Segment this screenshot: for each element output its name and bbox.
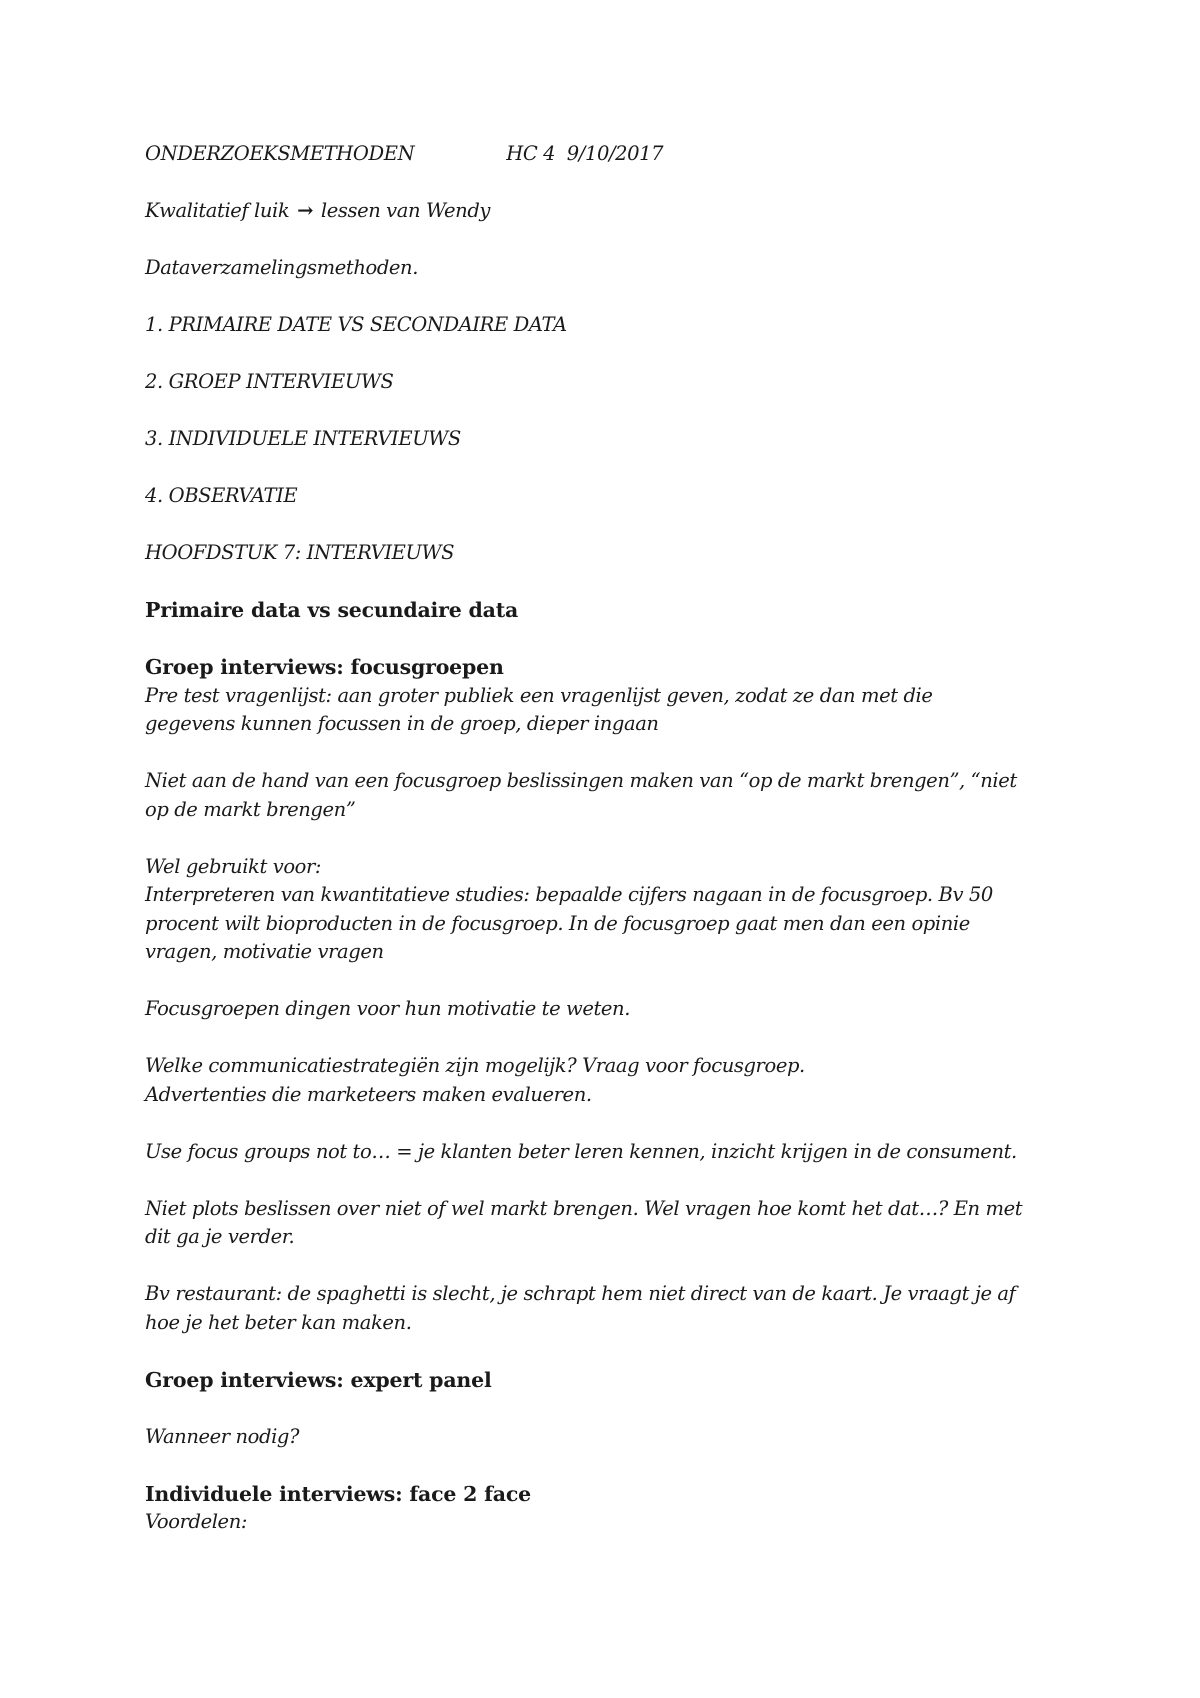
intro-line [145,197,1065,226]
intro-prefix: Kwalitatief luik [145,199,290,222]
document-header [145,140,1065,169]
paragraph-line: Voordelen: [145,1510,248,1533]
outline-item-2: 2. GROEP INTERVIEUWS [145,370,394,393]
paragraph-line: Advertenties die marketeers maken evalueren. [145,1082,592,1106]
paragraph-line: Niet plots beslissen over niet of wel markt brengen. Wel vragen hoe komt het dat…? En met [145,1196,1023,1220]
outline-item-4: 4. OBSERVATIE [145,484,298,507]
document-body [145,140,1065,1537]
intro-suffix: lessen van Wendy [320,199,491,222]
paragraph-line: Bv restaurant: de spaghetti is slecht, je schrapt hem niet direct van de kaart. Je vraagt je af [145,1282,1016,1305]
paragraph-line: vragen, motivatie vragen [145,940,384,963]
paragraph-line: op de markt brengen” [145,797,356,821]
methods-title: Dataverzamelingsmethoden. [145,256,418,279]
paragraph-line: Use focus groups not to… = je klanten beter leren kennen, inzicht krijgen in de consument. [145,1139,1017,1163]
paragraph-line: Welke communicatiestrategiën zijn mogelijk? Vraag voor focusgroep. [145,1054,805,1077]
outline-item-3: 3. INDIVIDUELE INTERVIEUWS [145,427,461,450]
paragraph-line: gegevens kunnen focussen in de groep, dieper ingaan [145,712,659,735]
paragraph-line: Pre test vragenlijst: aan groter publiek een vragenlijst geven, zodat ze dan met die [145,683,933,707]
section-heading-expert-panel: Groep interviews: expert panel [145,1367,492,1392]
section-heading-primary-data: Primaire data vs secundaire data [145,598,519,622]
outline-item-1: 1. PRIMAIRE DATE VS SECONDAIRE DATA [145,313,567,336]
paragraph-line: Interpreteren van kwantitatieve studies: bepaalde cijfers nagaan in de focusgroep. Bv 50 [145,883,993,906]
right-arrow-icon: → [297,199,314,222]
course-title: ONDERZOEKSMETHODEN [145,142,415,165]
section-heading-face-to-face: Individuele interviews: face 2 face [145,1481,531,1506]
paragraph-line: Wel gebruikt voor: [145,854,322,878]
paragraph-line: Wanneer nodig? [145,1424,300,1448]
paragraph-line: procent wilt bioproducten in de focusgroep. In de focusgroep gaat men dan een opinie [145,911,970,935]
session-date: 9/10/2017 [566,142,664,165]
paragraph-line: Focusgroepen dingen voor hun motivatie te weten. [145,997,631,1020]
paragraph-line: hoe je het beter kan maken. [145,1310,412,1334]
chapter-title: HOOFDSTUK 7: INTERVIEUWS [145,541,455,564]
paragraph-line: dit ga je verder. [145,1225,295,1248]
paragraph-line: Niet aan de hand van een focusgroep beslissingen maken van “op de markt brengen”, “niet [145,769,1017,792]
session-label: HC 4 [506,142,556,165]
section-heading-focus-groups: Groep interviews: focusgroepen [145,655,504,679]
